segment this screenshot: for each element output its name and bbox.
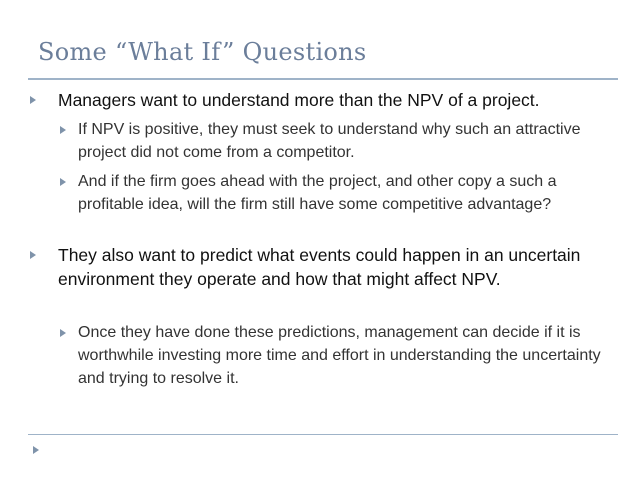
sub-bullet-item [78, 170, 618, 216]
bullet-arrow-icon [60, 329, 66, 337]
bullet-text: Managers want to understand more than the NPV of a project. [58, 90, 540, 110]
slide-title: Some “What If” Questions [38, 38, 367, 66]
footer-divider [28, 434, 618, 435]
bullet-arrow-icon [30, 96, 36, 104]
bullet-item [58, 88, 618, 112]
sub-bullet-item [78, 118, 618, 164]
bullet-text: If NPV is positive, they must seek to understand why such an attractive project did not come from a competitor. [78, 121, 581, 161]
sub-bullet-item [78, 321, 618, 390]
title-divider [28, 78, 618, 80]
bullet-text: Once they have done these predictions, management can decide if it is worthwhile investing more time and effort in understanding the uncertainty and trying to resolve it. [78, 324, 601, 387]
bullet-arrow-icon [60, 126, 66, 134]
footer-arrow-icon [33, 446, 39, 454]
bullet-item [58, 243, 618, 291]
bullet-text: And if the firm goes ahead with the project, and other copy a such a profitable idea, will the firm still have some competitive advantage? [78, 173, 557, 213]
bullet-arrow-icon [60, 178, 66, 186]
bullet-arrow-icon [30, 251, 36, 259]
bullet-text: They also want to predict what events could happen in an uncertain environment they operate and how that might affect NPV. [58, 245, 581, 289]
